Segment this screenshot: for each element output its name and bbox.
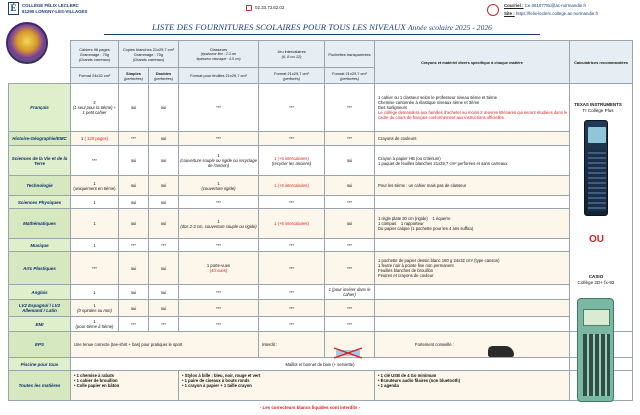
cell-simples: oui bbox=[119, 252, 149, 285]
piscine-text: Maillot et bonnet de bain (+ serviette) bbox=[71, 358, 570, 371]
pochettes-format: Format 21x29,7 cm² (perforées) bbox=[325, 68, 375, 84]
subject-histoire: Histoire-Géographie/EMC bbox=[9, 132, 71, 146]
college-crest-logo bbox=[6, 22, 48, 64]
cell-classeurs: *** bbox=[179, 196, 259, 209]
cell-intercalaires: 1 (+6 intercalaires) bbox=[259, 176, 325, 196]
cell-pochettes: 1 (pour insérer dans le cahier) bbox=[325, 285, 375, 300]
cell-pochettes: oui bbox=[325, 146, 375, 176]
cell-classeurs: *** bbox=[179, 300, 259, 317]
cell-pochettes: *** bbox=[325, 252, 375, 285]
cell-cahiers: 1 ( 120 pages) bbox=[71, 132, 119, 146]
cell-cahiers: *** bbox=[71, 146, 119, 176]
subject-technologie: Technologie bbox=[9, 176, 71, 196]
mail-icon bbox=[487, 4, 499, 16]
calc-screen bbox=[588, 127, 606, 143]
calc-ti-label: TEXAS INSTRUMENTS TI Collège Plus bbox=[574, 102, 622, 113]
cell-doubles: oui bbox=[149, 146, 179, 176]
table-row bbox=[9, 132, 633, 146]
college-logo-icon: É bbox=[8, 2, 19, 15]
table-row bbox=[9, 196, 633, 209]
cell-doubles: oui bbox=[149, 209, 179, 239]
cell-crayons bbox=[375, 300, 570, 317]
col-classeurs: Classeurs (épaisseur fine : 2-3 cm épaisseur classique : 4-5 cm) bbox=[179, 41, 259, 68]
phone-contact bbox=[246, 5, 284, 11]
cell-crayons: Crayon à papier HB (ou critérium) 1 paquet de feuilles blanches 21x29,7 cm² perforées et sans carreaux bbox=[375, 146, 570, 176]
school-info bbox=[22, 3, 87, 15]
subject-anglais: Anglais bbox=[9, 285, 71, 300]
table-row bbox=[9, 239, 633, 252]
subject-svt: Sciences de la Vie et de la Terre bbox=[9, 146, 71, 176]
supplies-table bbox=[8, 40, 633, 401]
cell-intercalaires: *** bbox=[259, 196, 325, 209]
page-header bbox=[0, 0, 640, 40]
cell-classeurs: 1 (dos 2-3 cm, couverture souple ou rigide) bbox=[179, 209, 259, 239]
table-row bbox=[9, 300, 633, 317]
cell-simples: oui bbox=[119, 196, 149, 209]
cell-crayons: Pour les 6ème : un cahier mais pas de classeur bbox=[375, 176, 570, 196]
calc-casio-label: CASIO Collège 2D+ fx-92 bbox=[577, 274, 615, 285]
correcteurs-note: - Les correcteurs blancs liquides sont interdits - bbox=[259, 405, 361, 410]
cell-simples: oui bbox=[119, 300, 149, 317]
col-intercalaires: Jeu intercalaires (6, 8 ou 12) bbox=[259, 41, 325, 68]
cell-cahiers: 1 bbox=[71, 239, 119, 252]
col-calculatrices: Calculatrices recommandées bbox=[570, 41, 633, 84]
cell-crayons: Crayons de couleurs bbox=[375, 132, 570, 146]
cell-classeurs: *** bbox=[179, 285, 259, 300]
school-city: 61290 LONGNY-LES-VILLAGES bbox=[22, 9, 88, 14]
cell-cahiers: 1 (pour 6ème à 5ème) bbox=[71, 317, 119, 332]
cell-pochettes: *** bbox=[325, 239, 375, 252]
cell-crayons bbox=[375, 196, 570, 209]
cell-classeurs: *** bbox=[179, 317, 259, 332]
table-row bbox=[9, 84, 633, 132]
cell-pochettes: *** bbox=[325, 300, 375, 317]
cell-doubles: *** bbox=[149, 317, 179, 332]
cell-cahiers: *** bbox=[71, 252, 119, 285]
col-cahiers: Cahiers 96 pages Grammage : 70g (Grands carreaux) bbox=[71, 41, 119, 68]
cell-simples: *** bbox=[119, 317, 149, 332]
subject-lv2: LV2 Espagnol / LV2 Allemand / Latin bbox=[9, 300, 71, 317]
email-contact bbox=[504, 3, 586, 9]
cell-intercalaires: *** bbox=[259, 317, 325, 332]
cell-cahiers: 1 bbox=[71, 285, 119, 300]
cell-pochettes: *** bbox=[325, 84, 375, 132]
cell-simples: oui bbox=[119, 146, 149, 176]
cell-simples: oui bbox=[119, 285, 149, 300]
cell-intercalaires: 1 (+6 intercalaires) (recycler les anciens) bbox=[259, 146, 325, 176]
cell-cahiers: 1 bbox=[71, 209, 119, 239]
cell-doubles: oui bbox=[149, 300, 179, 317]
cell-doubles: *** bbox=[149, 239, 179, 252]
toutes-col2: • Stylos à bille : bleu, noir, rouge et vert • 1 paire de ciseaux à bouts ronds • 1 crayon à papier + 1 taille crayon bbox=[179, 371, 375, 401]
cell-cahiers: 1 (uniquement en 6ème) bbox=[71, 176, 119, 196]
eps-interdit: Interdit : bbox=[259, 332, 325, 358]
table-row bbox=[9, 176, 633, 196]
forbidden-cross-icon bbox=[333, 347, 363, 359]
subject-francais: Français bbox=[9, 84, 71, 132]
cell-crayons bbox=[375, 285, 570, 300]
copies-doubles: Doubles (perforées) bbox=[149, 68, 179, 84]
ti-calculator-image bbox=[584, 120, 608, 216]
eps-text: Une tenue correcte (tee-shirt + bas) pour pratiquer le sport bbox=[71, 332, 259, 358]
cell-doubles: oui bbox=[149, 196, 179, 209]
calc-keys bbox=[588, 149, 606, 211]
cell-simples: oui bbox=[119, 84, 149, 132]
table-row bbox=[9, 317, 633, 332]
site-label: Site : bbox=[504, 11, 515, 16]
title-year: Année scolaire 2025 - 2026 bbox=[407, 23, 492, 32]
cell-doubles: oui bbox=[149, 132, 179, 146]
cell-crayons: 1 pochette de papier dessin blanc 180 g 24x32 cm² (type canson) 1 feutre noir à pointe fine non permanent Feuilles blanches de brouillon Feutres et crayons de couleur bbox=[375, 252, 570, 285]
calc-keys bbox=[583, 334, 610, 396]
intercalaires-format: Format 21x29,7 cm² (perforés) bbox=[259, 68, 325, 84]
cell-pochettes: *** bbox=[325, 196, 375, 209]
cell-doubles: oui bbox=[149, 176, 179, 196]
table-row bbox=[9, 285, 633, 300]
subject-eps: EPS bbox=[9, 332, 71, 358]
subject-toutes: Toutes les matières bbox=[9, 371, 71, 401]
col-crayons: Crayons et matériel divers spécifique à chaque matière bbox=[375, 41, 570, 84]
cell-intercalaires: *** bbox=[259, 300, 325, 317]
cell-pochettes: *** bbox=[325, 132, 375, 146]
phone-icon bbox=[246, 5, 252, 11]
cell-classeurs: *** bbox=[179, 84, 259, 132]
col-copies: Copies blanches 21x29,7 cm² Grammage : 70g (Grands carreaux) bbox=[119, 41, 179, 68]
ou-separator: OU bbox=[589, 234, 604, 245]
classeurs-format: Format pour feuilles 21x29,7 cm² bbox=[179, 68, 259, 84]
cell-intercalaires: *** bbox=[259, 84, 325, 132]
cell-doubles: oui bbox=[149, 252, 179, 285]
calc-screen bbox=[583, 309, 610, 326]
table-row bbox=[9, 209, 633, 239]
subject-physique: Sciences Physiques bbox=[9, 196, 71, 209]
title-main: LISTE DES FOURNITURES SCOLAIRES POUR TOUS LES NIVEAUX bbox=[152, 22, 406, 32]
cell-cahiers: 2 (1 seul pour la 6ème) + 1 petit cahier bbox=[71, 84, 119, 132]
email-link[interactable]: Ce.0610778x@ac-normandie.fr bbox=[524, 3, 587, 8]
cell-classeurs: 1 porte-vues (40 vues) bbox=[179, 252, 259, 285]
cell-classeurs: *** bbox=[179, 132, 259, 146]
phone-number: 02.33.73.62.02 bbox=[255, 5, 285, 11]
cell-cahiers: 1 (0 spirales ou non) bbox=[71, 300, 119, 317]
cell-intercalaires: *** bbox=[259, 239, 325, 252]
cell-pochettes: oui bbox=[325, 209, 375, 239]
site-contact bbox=[504, 11, 598, 17]
casio-calculator-image bbox=[577, 298, 614, 402]
table-row bbox=[9, 332, 633, 358]
cell-simples: oui bbox=[119, 209, 149, 239]
table-row bbox=[9, 146, 633, 176]
subject-arts: Arts Plastiques bbox=[9, 252, 71, 285]
subject-maths: Mathématiques bbox=[9, 209, 71, 239]
email-label: Courriel : bbox=[504, 3, 524, 8]
cell-simples: oui bbox=[119, 176, 149, 196]
table-row bbox=[9, 371, 633, 401]
subject-emi: EMI bbox=[9, 317, 71, 332]
cahiers-format: Format 24x32 cm² bbox=[71, 68, 119, 84]
table-row bbox=[9, 358, 633, 371]
cell-crayons bbox=[375, 239, 570, 252]
school-name: COLLÈGE FÉLIX LECLERC bbox=[22, 3, 79, 8]
cell-intercalaires: *** bbox=[259, 252, 325, 285]
cell-doubles: oui bbox=[149, 84, 179, 132]
subject-piscine: Piscine pour tous bbox=[9, 358, 71, 371]
copies-simples: Simples (perforées) bbox=[119, 68, 149, 84]
subject-musique: Musique bbox=[9, 239, 71, 252]
cell-doubles: oui bbox=[149, 285, 179, 300]
cell-intercalaires: *** bbox=[259, 285, 325, 300]
page-title bbox=[104, 22, 540, 35]
cell-intercalaires: 1 (+6 intercalaires) bbox=[259, 209, 325, 239]
toutes-col3: • 1 clé USB de 4 Go minimum • Écouteurs audio filaires (non bluetooth) • 1 agenda bbox=[375, 371, 570, 401]
cell-crayons: 1 cahier ou 1 classeur selon le professeur niveau 6ème et 5ème Chemise cartonnée à élastique niveaux 4ème et 3ème Des surligneurs Le collège demandera aux familles d'acheter au moins 2 œuvres littéraires qui seront étudiées dans le cadre du cours de français conformément aux instructions officielles bbox=[375, 84, 570, 132]
col-pochettes: Pochettes transparentes bbox=[325, 41, 375, 68]
cell-crayons: 1 règle plate 30 cm (rigide) 1 équerre 1 compas 1 rapporteur Du papier calque (1 pochette pour les 4 ans suffira) bbox=[375, 209, 570, 239]
cell-crayons bbox=[375, 317, 570, 332]
cell-classeurs: 1 (couverture souple ou rigide ou recyclage de l'ancien) bbox=[179, 146, 259, 176]
sneaker-icon bbox=[488, 346, 514, 357]
cell-simples: *** bbox=[119, 132, 149, 146]
cell-cahiers: 1 bbox=[71, 196, 119, 209]
toutes-col1: • 1 chemise à rabats • 1 cahier de brouillon • Colle papier en bâton bbox=[71, 371, 179, 401]
table-row bbox=[9, 252, 633, 285]
site-link[interactable]: https://felix-leclerc.college.ac-normandie.fr bbox=[515, 11, 599, 16]
cell-intercalaires: *** bbox=[259, 132, 325, 146]
cell-simples: *** bbox=[119, 239, 149, 252]
cell-pochettes: *** bbox=[325, 317, 375, 332]
cell-pochettes: oui bbox=[325, 176, 375, 196]
eps-fortement: Fortement conseillé : bbox=[375, 332, 570, 358]
cell-classeurs: *** bbox=[179, 239, 259, 252]
cell-classeurs: 1 (couverture rigide) bbox=[179, 176, 259, 196]
